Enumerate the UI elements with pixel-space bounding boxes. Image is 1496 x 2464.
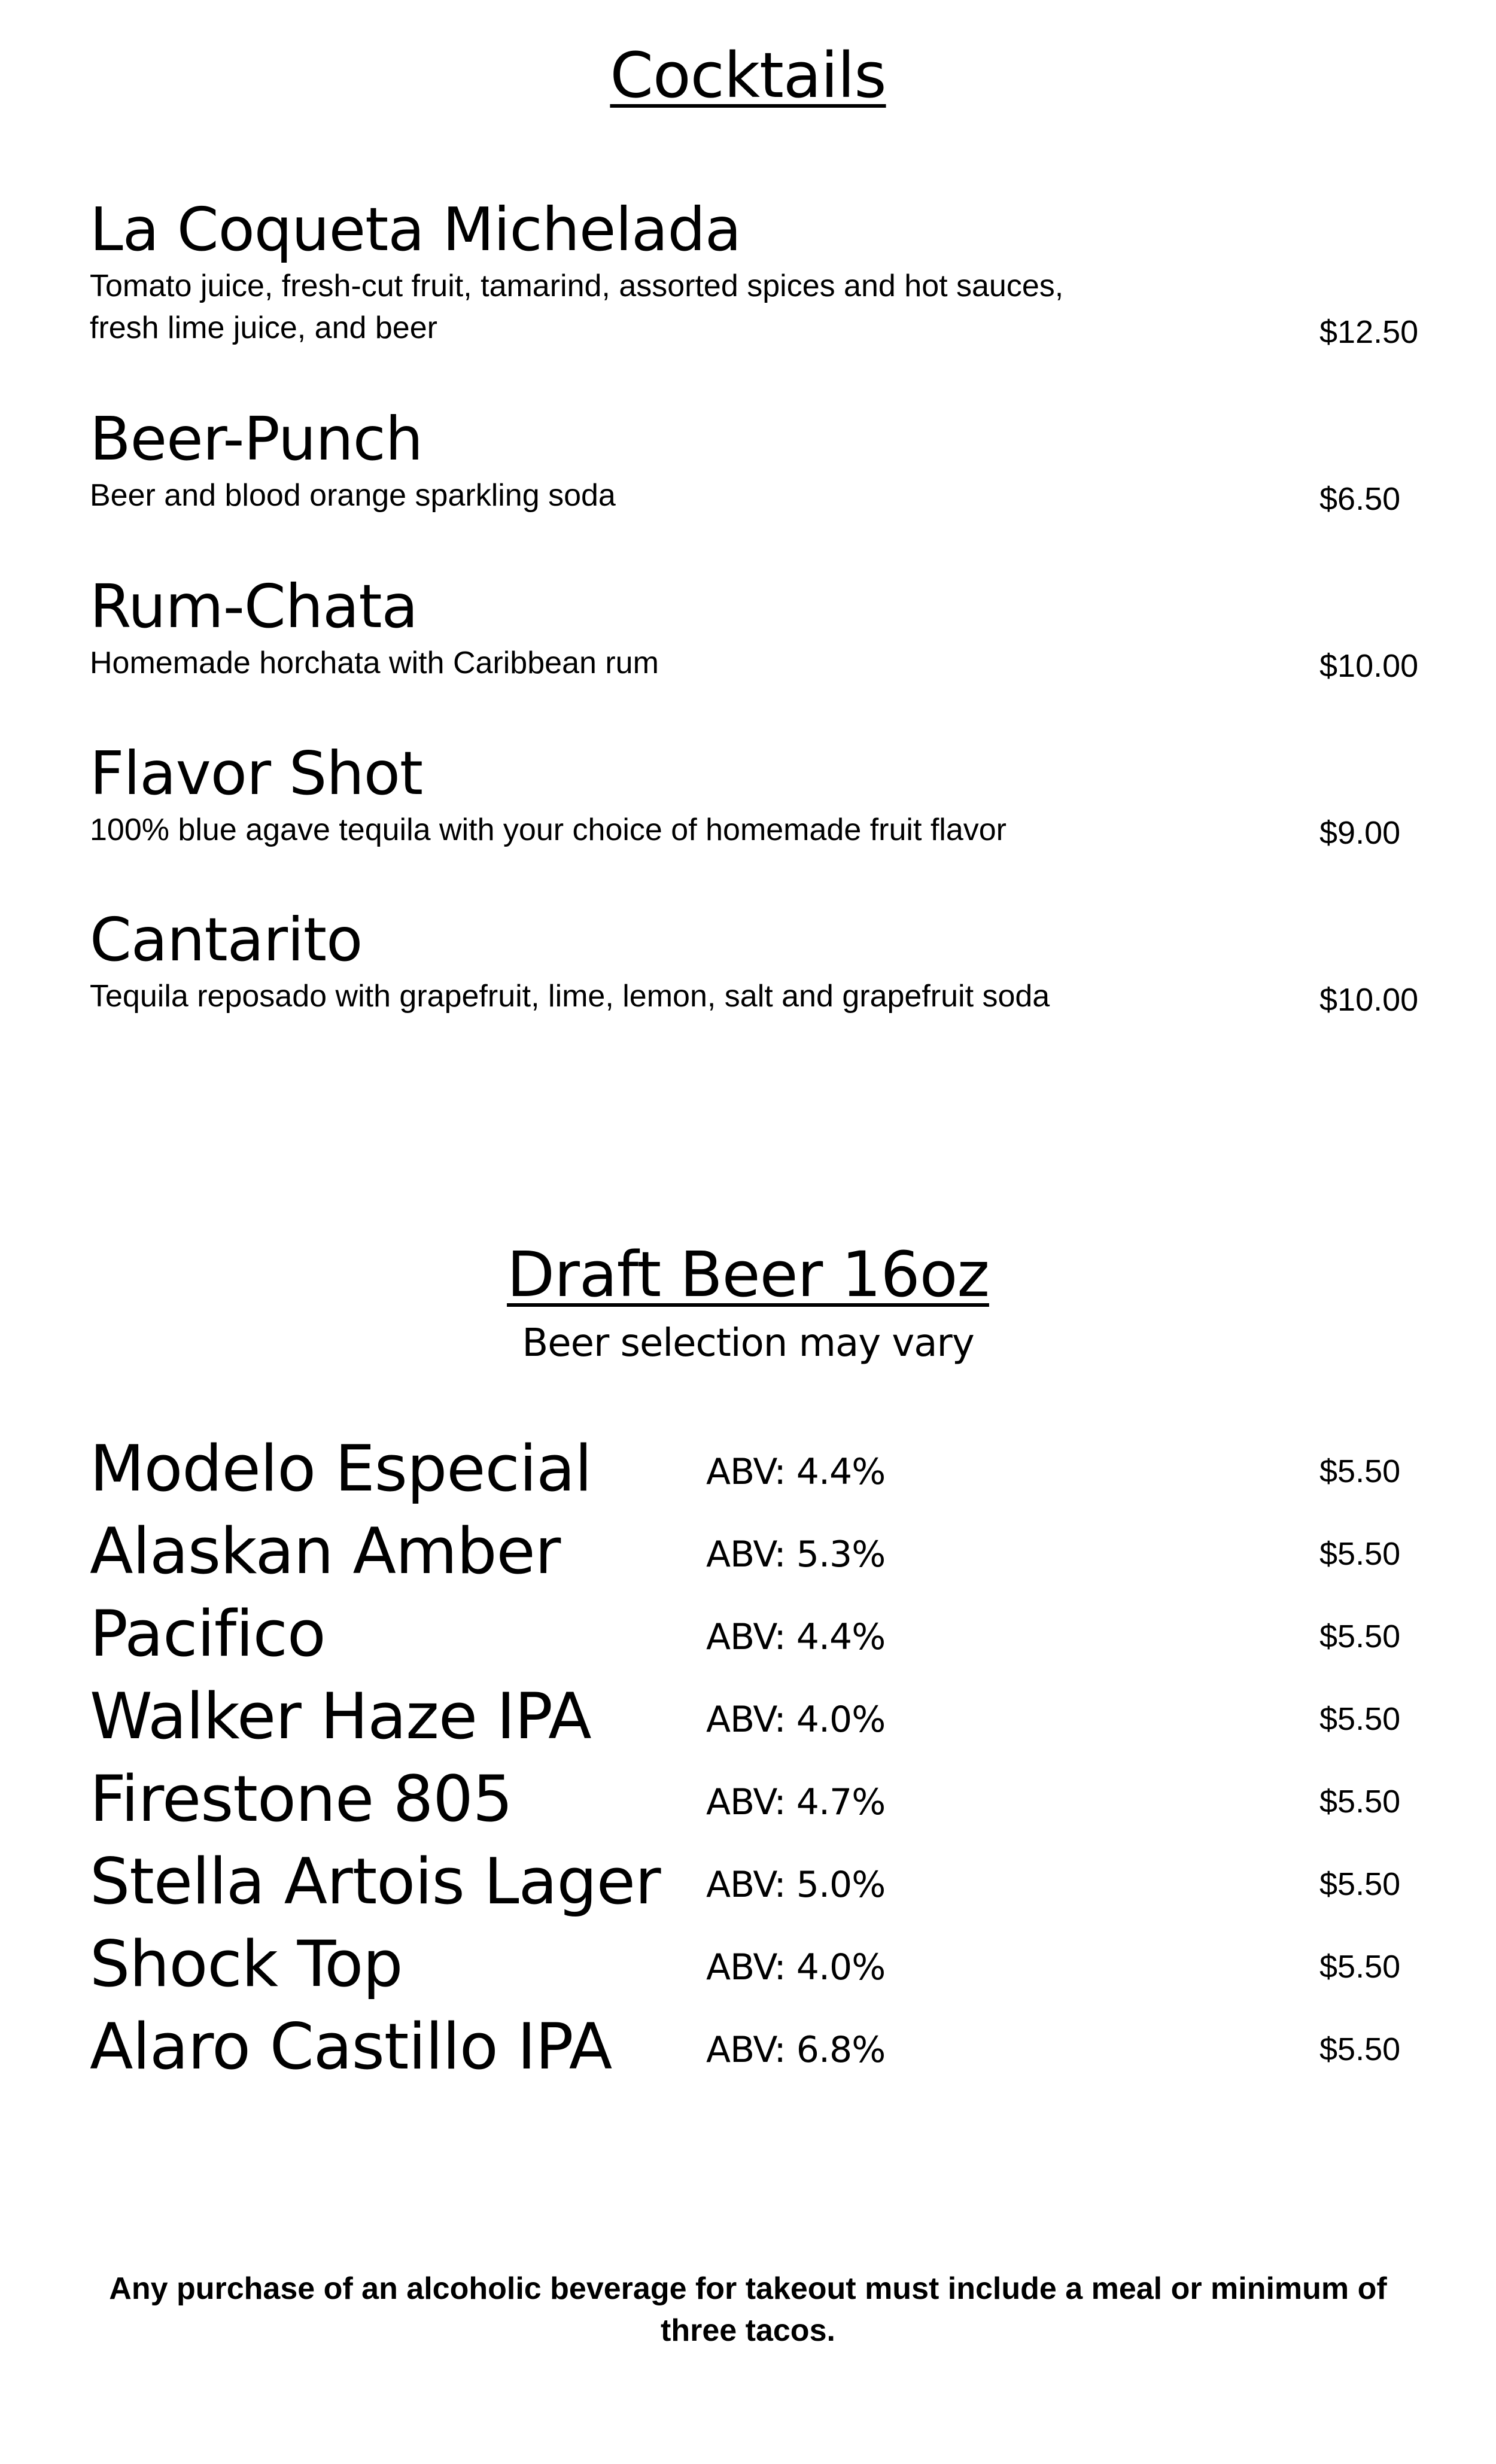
cocktail-description: Tomato juice, fresh-cut fruit, tamarind, assorted spices and hot sauces, fresh lime juice, and beer <box>90 269 1064 345</box>
beer-row <box>90 1760 1424 1838</box>
cocktail-name: Beer-Punch <box>90 404 423 474</box>
beer-name: Modelo Especial <box>90 1432 592 1505</box>
cocktail-price: $6.50 <box>1319 481 1401 517</box>
cocktail-name: Flavor Shot <box>90 738 423 808</box>
beer-row <box>90 1843 1424 1921</box>
cocktail-description: Tequila reposado with grapefruit, lime, lemon, salt and grapefruit soda <box>90 979 1050 1014</box>
cocktails-heading: Cocktails <box>610 39 886 112</box>
beer-abv: ABV: 5.0% <box>706 1864 886 1906</box>
beer-name: Alaro Castillo IPA <box>90 2010 612 2083</box>
cocktail-name: La Coqueta Michelada <box>90 194 741 264</box>
cocktail-item <box>90 571 1424 684</box>
cocktail-description: Beer and blood orange sparkling soda <box>90 478 616 513</box>
beer-price: $5.50 <box>1319 1701 1401 1737</box>
cocktail-name: Cantarito <box>90 905 363 975</box>
beer-name: Firestone 805 <box>90 1762 513 1836</box>
beer-abv: ABV: 4.4% <box>706 1451 886 1493</box>
cocktail-description: Homemade horchata with Caribbean rum <box>90 646 659 680</box>
cocktail-price: $10.00 <box>1319 648 1419 684</box>
beer-price: $5.50 <box>1319 1536 1401 1572</box>
beer-name: Walker Haze IPA <box>90 1680 591 1753</box>
beer-row <box>90 1595 1424 1673</box>
beer-row <box>90 2008 1424 2086</box>
cocktail-item <box>90 194 1424 349</box>
beer-name: Stella Artois Lager <box>90 1845 661 1918</box>
beer-name: Pacifico <box>90 1597 326 1671</box>
beer-abv: ABV: 4.7% <box>706 1781 886 1823</box>
beer-price: $5.50 <box>1319 1784 1401 1820</box>
beer-abv: ABV: 4.0% <box>706 1946 886 1988</box>
beer-row <box>90 1430 1424 1508</box>
draft-beer-heading: Draft Beer 16oz <box>507 1238 989 1311</box>
beer-row <box>90 1513 1424 1590</box>
beer-price: $5.50 <box>1319 1619 1401 1654</box>
beer-price: $5.50 <box>1319 1866 1401 1902</box>
takeout-policy-note: Any purchase of an alcoholic beverage for takeout must include a meal or minimum of three tacos. <box>109 2271 1387 2348</box>
beer-row <box>90 1925 1424 2003</box>
beer-abv: ABV: 5.3% <box>706 1534 886 1575</box>
beer-name: Alaskan Amber <box>90 1514 561 1588</box>
cocktail-price: $12.50 <box>1319 314 1419 350</box>
beer-price: $5.50 <box>1319 1949 1401 1985</box>
beer-abv: ABV: 6.8% <box>706 2029 886 2071</box>
beer-abv: ABV: 4.4% <box>706 1616 886 1658</box>
beer-name: Shock Top <box>90 1927 403 2001</box>
draft-beer-subtitle: Beer selection may vary <box>522 1321 974 1365</box>
beer-price: $5.50 <box>1319 1453 1401 1489</box>
cocktail-price: $10.00 <box>1319 982 1419 1018</box>
cocktail-price: $9.00 <box>1319 815 1401 851</box>
beer-price: $5.50 <box>1319 2031 1401 2067</box>
cocktail-description: 100% blue agave tequila with your choice of homemade fruit flavor <box>90 813 1007 847</box>
beer-abv: ABV: 4.0% <box>706 1699 886 1741</box>
beer-row <box>90 1678 1424 1756</box>
cocktail-item <box>90 404 1424 516</box>
cocktail-name: Rum-Chata <box>90 571 418 641</box>
cocktail-item <box>90 905 1424 1017</box>
cocktail-item <box>90 738 1424 851</box>
